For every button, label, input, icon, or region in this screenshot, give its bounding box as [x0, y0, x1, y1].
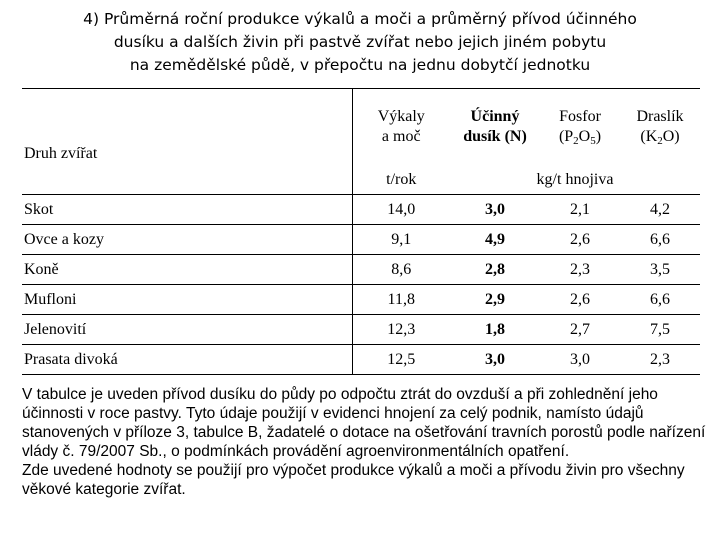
header-animal-label: Druh zvířat [24, 144, 98, 162]
fosfor-part-b: O [578, 128, 591, 145]
cell-animal: Koně [22, 255, 352, 285]
cell-fosfor: 2,6 [540, 285, 620, 315]
cell-fosfor: 3,0 [540, 345, 620, 375]
title-line-1: 4) Průměrná roční produkce výkalů a moči a průměrný přívod účinného [83, 10, 637, 28]
cell-dusik: 2,8 [450, 255, 540, 285]
fosfor-part-a: (P [558, 128, 574, 145]
cell-dusik: 3,0 [450, 345, 540, 375]
cell-fosfor: 2,7 [540, 315, 620, 345]
title-line-3: na zemědělské půdě, v přepočtu na jednu dobytčí jednotku [129, 56, 591, 74]
table-note [22, 385, 712, 499]
table-row [22, 195, 700, 225]
header-dusik-line2: dusík (N) [463, 128, 527, 145]
header-vykaly [352, 89, 450, 166]
cell-dusik: 2,9 [450, 285, 540, 315]
cell-vykaly: 12,5 [352, 345, 450, 375]
cell-dusik: 1,8 [450, 315, 540, 345]
table-row [22, 345, 700, 375]
table-row [22, 285, 700, 315]
cell-dusik: 3,0 [450, 195, 540, 225]
header-animal [22, 89, 352, 195]
cell-fosfor: 2,6 [540, 225, 620, 255]
cell-dusik: 4,9 [450, 225, 540, 255]
header-draslik-line2 [620, 127, 700, 147]
cell-vykaly: 14,0 [352, 195, 450, 225]
header-draslik [620, 89, 700, 166]
table-row [22, 225, 700, 255]
draslik-sub-1: 2 [657, 135, 663, 147]
unit-nutrients: kg/t hnojiva [536, 170, 614, 188]
cell-animal: Jelenovití [22, 315, 352, 345]
title-line-2: dusíku a dalších živin při pastvě zvířat nebo jejich jiném pobytu [113, 33, 607, 51]
nutrient-table [22, 88, 700, 375]
cell-draslik: 7,5 [620, 315, 700, 345]
cell-animal: Prasata divoká [22, 345, 352, 375]
cell-draslik: 2,3 [620, 345, 700, 375]
cell-vykaly: 9,1 [352, 225, 450, 255]
unit-vykaly: t/rok [352, 165, 450, 195]
cell-vykaly: 11,8 [352, 285, 450, 315]
cell-draslik: 4,2 [620, 195, 700, 225]
header-fosfor-line2 [540, 127, 620, 147]
cell-draslik: 6,6 [620, 225, 700, 255]
fosfor-sub-2: 5 [590, 135, 596, 147]
header-dusik [450, 89, 540, 166]
table-row [22, 255, 700, 285]
draslik-part-b: O) [662, 128, 680, 145]
note-paragraph-2: Zde uvedené hodnoty se použijí pro výpočet produkce výkalů a moči a přívodu živin pro všechny věkové kategorie zvířat. [22, 462, 685, 498]
table-header-row [22, 89, 700, 166]
header-vykaly-line1: Výkaly [377, 108, 425, 125]
table-row [22, 315, 700, 345]
cell-animal: Mufloni [22, 285, 352, 315]
header-dusik-line1: Účinný [470, 108, 520, 125]
cell-animal: Skot [22, 195, 352, 225]
cell-fosfor: 2,1 [540, 195, 620, 225]
header-fosfor-line1: Fosfor [559, 108, 601, 125]
header-fosfor [540, 89, 620, 166]
cell-animal: Ovce a kozy [22, 225, 352, 255]
cell-vykaly: 8,6 [352, 255, 450, 285]
cell-draslik: 3,5 [620, 255, 700, 285]
header-vykaly-line2: a moč [381, 128, 421, 145]
page-title [0, 8, 720, 77]
cell-vykaly: 12,3 [352, 315, 450, 345]
draslik-part-a: (K [640, 128, 658, 145]
header-draslik-line1: Draslík [636, 108, 684, 125]
cell-fosfor: 2,3 [540, 255, 620, 285]
note-paragraph-1: V tabulce je uveden přívod dusíku do půdy po odpočtu ztrát do ovzduší a při zohlednění jeho účinnosti v roce pastvy. Tyto údaje použijí v evidenci hnojení za celý podnik, namísto údajů stanovených v příloze 3, tabulce B, žadatelé o dotace na ošetřování travních porostů podle nařízení vlády č. 79/2007 Sb., o podmínkách provádění agroenvironmentálních opatření. [22, 386, 706, 460]
cell-draslik: 6,6 [620, 285, 700, 315]
fosfor-part-c: ) [595, 128, 602, 145]
fosfor-sub-1: 2 [573, 135, 579, 147]
